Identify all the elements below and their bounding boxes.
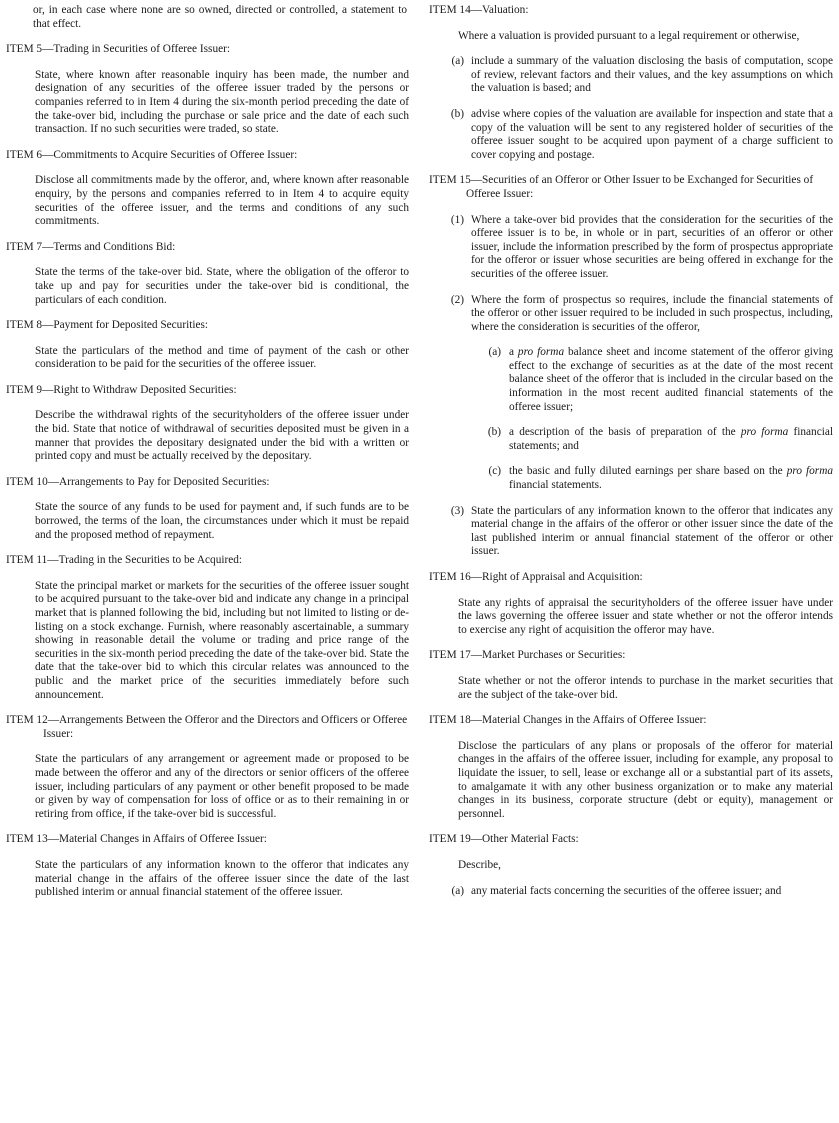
- item-15-sub-1-marker: (1): [450, 213, 464, 226]
- item-11-heading: ITEM 11—Trading in the Securities to be Acquired:: [6, 554, 243, 567]
- item-15-sub-3-marker: (3): [450, 504, 464, 517]
- item-19-sub-a: [429, 885, 833, 899]
- item-15-sub-2c: [429, 465, 833, 492]
- item-15-sub-2b-text: a description of the basis of preparation of the pro forma financial statements; and: [509, 426, 834, 452]
- item-12-body: State the particulars of any arrangement or agreement made or proposed to be made between the offeror and any of the directors or senior officers of the offeree issuer, including particulars of any payment or other benefit proposed to be made or given by way of compensation for loss of office or as to their remaining in or retiring from office, if the take-over bid is successful.: [35, 753, 409, 820]
- item-15-sub-1-text: Where a take-over bid provides that the consideration for the securities of the offeree issuer is to be, in whole or in part, securities of an offeror or other issuer, include the information prescribed by the form of prospectus appropriate for the offeror or issuer whose securities are being offered in exchange for the securities of the offeree issuer.: [471, 213, 833, 280]
- pro-forma-italic: pro forma: [786, 465, 833, 478]
- item-8-heading: ITEM 8—Payment for Deposited Securities:: [6, 319, 209, 332]
- item-7-body: State the terms of the take-over bid. State, where the obligation of the offeror to take up and pay for securities under the take-over bid is conditional, the particulars of each condition.: [35, 266, 409, 306]
- item-19-sub-a-text: any material facts concerning the securities of the offeree issuer; and: [471, 884, 782, 897]
- item-10-heading: ITEM 10—Arrangements to Pay for Deposited Securities:: [6, 475, 270, 488]
- item-15-sub-2a-marker: (a): [488, 346, 501, 359]
- item-15-sub-2a-text: a pro forma balance sheet and income statement of the offeror giving effect to the exchange of securities as at the date of the most recent balance sheet of the offeror that is included in the circular based on the information in the most recent audited financial statements of the offeree issuer;: [509, 346, 833, 413]
- pro-forma-italic: pro forma: [517, 346, 565, 359]
- item-14-sub-a-marker: (a): [451, 55, 464, 68]
- item-15-heading: ITEM 15—Securities of an Offeror or Other Issuer to be Exchanged for Securities of Offeree Issuer:: [429, 174, 814, 200]
- item-15-sub-2c-marker: (c): [488, 465, 501, 478]
- item-13-body: State the particulars of any information known to the offeror that indicates any material change in the affairs of the offeree issuer since the date of the last published interim or annual financial statement of the offeree issuer.: [35, 858, 409, 899]
- item-12-heading: ITEM 12—Arrangements Between the Offeror and the Directors and Officers or Offeree Issuer:: [6, 714, 408, 740]
- item-6-heading: ITEM 6—Commitments to Acquire Securities of Offeree Issuer:: [6, 148, 298, 161]
- item-15-sub-2-text: Where the form of prospectus so requires, include the financial statements of the offeror or other issuer required to be included in such prospectus, including, where the consideration is securities of the offeror,: [471, 293, 833, 333]
- item-11-body: State the principal market or markets for the securities of the offeree issuer sought to be acquired pursuant to the take-over bid and indicate any change in a principal market that is planned following the bid, including but not limited to listing or de-listing on a stock exchange. Furnish, where reasonably ascertainable, a summary showing in reasonable detail the volume or trading and price range of the securities in the six-month period preceding the date of the take-over bid. State the date that the take-over bid to which this circular relates was announced to the public and the market price of the securities immediately before such announcement.: [35, 579, 409, 701]
- item-7-heading: ITEM 7—Terms and Conditions Bid:: [6, 240, 176, 253]
- item-15-sub-2: [429, 294, 833, 335]
- item-14-intro: Where a valuation is provided pursuant to a legal requirement or otherwise,: [458, 29, 800, 42]
- item-17-heading: ITEM 17—Market Purchases or Securities:: [429, 649, 626, 662]
- item-13-heading: ITEM 13—Material Changes in Affairs of Offeree Issuer:: [6, 833, 267, 846]
- item-16-heading: ITEM 16—Right of Appraisal and Acquisition:: [429, 571, 643, 583]
- item-14-sub-b: [429, 108, 833, 162]
- item-14-sub-a: [429, 55, 833, 96]
- item-18-body: Disclose the particulars of any plans or proposals of the offeror for material changes in the affairs of the offeree issuer, including for example, any proposal to liquidate the issuer, to sell, lease or exchange all or a substantial part of its assets, to amalgamate it with any other business organization or to make any material changes in its business, corporate structure (debt or equity), management or personnel.: [458, 739, 833, 820]
- item-18-heading: ITEM 18—Material Changes in the Affairs of Offeree Issuer:: [429, 714, 707, 727]
- item-15-sub-2b: [429, 426, 833, 453]
- item-15-sub-2b-marker: (b): [487, 426, 501, 439]
- item-14-heading: ITEM 14—Valuation:: [429, 4, 529, 16]
- item-5-heading: ITEM 5—Trading in Securities of Offeree Issuer:: [6, 43, 231, 56]
- item-15-sub-1: [429, 214, 833, 282]
- item-14-sub-b-text: advise where copies of the valuation are available for inspection and state that a copy of the valuation will be sent to any registered holder of securities of the offeree issuer sought to be acquired upon payment of a charge sufficient to cover copying and postage.: [471, 107, 833, 161]
- item-15-sub-2a: [429, 346, 833, 414]
- pro-forma-italic: pro forma: [740, 426, 789, 439]
- item-8-body: State the particulars of the method and time of payment of the cash or other consideration to be paid for the securities of the offeree issuer.: [35, 344, 409, 371]
- item-16-body: State any rights of appraisal the securityholders of the offeree issuer have under the laws governing the offeree issuer and state whether or not the offeror intends to exercise any right of acquisition the offeror may have.: [458, 596, 833, 636]
- item-15-sub-3-text: State the particulars of any information known to the offeror that indicates any material change in the affairs of the offeror or other issuer since the date of the last published interim or annual financial statement of the offeror or other issuer.: [471, 504, 833, 558]
- item-17-body: State whether or not the offeror intends to purchase in the market securities that are the subject of the take-over bid.: [458, 674, 833, 701]
- item-9-body: Describe the withdrawal rights of the securityholders of the offeree issuer under the bid. State that notice of withdrawal of securities deposited must be given in a manner that provides the depositary designated under the bid with a written or printed copy and must be actually received by the depositary.: [35, 409, 409, 463]
- item-14-sub-a-text: include a summary of the valuation disclosing the basis of computation, scope of review, relevant factors and their values, and the key assumptions on which the valuation is based; and: [471, 55, 833, 95]
- item-19-intro: Describe,: [458, 858, 501, 871]
- item-14-sub-b-marker: (b): [450, 107, 464, 120]
- item-15-sub-2c-text: the basic and fully diluted earnings per share based on the pro forma financial statements.: [509, 465, 833, 492]
- right-column: [429, 4, 833, 898]
- item-5-body: State, where known after reasonable inquiry has been made, the number and designation of any securities of the offeree issuer traded by the persons or companies referred to in Item 4 during the six-month period preceding the date of the take-over bid, including the purchase or sale price and the date of each such transaction. If no such securities were traded, so state.: [35, 68, 409, 136]
- item-19-heading: ITEM 19—Other Material Facts:: [429, 833, 579, 846]
- item-9-heading: ITEM 9—Right to Withdraw Deposited Securities:: [6, 383, 237, 396]
- item-15-sub-2-marker: (2): [450, 293, 464, 306]
- item-6-body: Disclose all commitments made by the offeror, and, where known after reasonable enquiry, by the persons and companies referred to in Item 4 to acquire equity securities of the offeree issuer, and the terms and conditions of any such commitments.: [35, 174, 409, 228]
- item-19-sub-a-marker: (a): [451, 884, 464, 897]
- item-15-sub-3: [429, 505, 833, 559]
- item-10-body: State the source of any funds to be used for payment and, if such funds are to be borrowed, the terms of the loan, the circumstances under which it must be repaid and the proposed method of repayment.: [35, 501, 409, 541]
- continuation-text: or, in each case where none are so owned, directed or controlled, a statement to that effect.: [33, 4, 407, 30]
- left-column: [6, 4, 409, 900]
